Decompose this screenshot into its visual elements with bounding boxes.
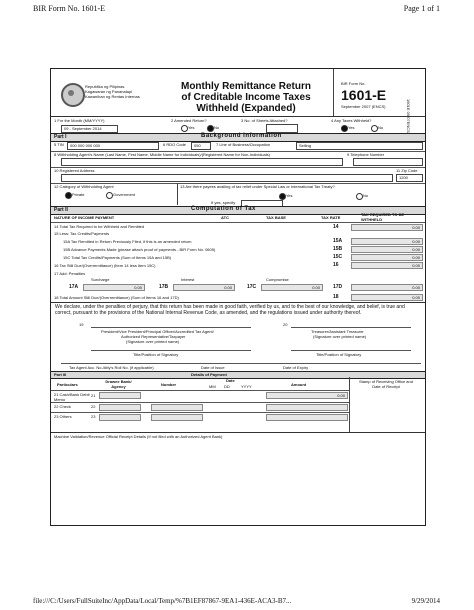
zip-code-value: 1200 (399, 175, 408, 180)
dd-header: DD (224, 384, 230, 389)
line-of-business-field[interactable] (296, 142, 423, 150)
field-3-label: 3 No. of Sheets Attached? (241, 118, 288, 123)
row-23-amount-field[interactable] (266, 414, 348, 421)
print-header-right: Page 1 of 1 (403, 4, 440, 13)
header-divider (333, 69, 334, 116)
form-title-line-2: of Creditable Income Taxes (181, 92, 311, 103)
row-15b-num: 15B (333, 246, 343, 252)
part1-title: Background Information (201, 133, 282, 139)
agency-line-2: Kagawaran ng Pananalapi (85, 89, 132, 94)
rule (51, 302, 425, 303)
right-caption-2: (Signature over printed name) (313, 334, 367, 339)
form-no-label: BIR Form No. (341, 81, 366, 86)
sheets-attached-field[interactable] (266, 124, 298, 133)
month-year-field[interactable] (61, 125, 118, 133)
tax-relief-yes-radio[interactable] (279, 193, 286, 200)
amended-no-label: No (214, 125, 220, 130)
rule (61, 363, 421, 364)
row-22-label: 22 Check (54, 404, 71, 409)
row-21-drawee-field[interactable] (99, 392, 141, 399)
form-title-line-3: Withheld (Expanded) (196, 103, 296, 114)
form-number: 1601-E (341, 87, 387, 103)
print-footer-date: 9/29/2014 (411, 597, 440, 605)
bir-form-1601e (50, 68, 426, 526)
left-caption-3: (Signature over printed name) (126, 339, 180, 344)
col-nature-header: NATURE OF INCOME PAYMENT (54, 215, 115, 220)
line-of-business-value: Selling (299, 143, 312, 148)
row-17d-value: 0.00 (412, 285, 420, 290)
row-15b-field[interactable] (351, 246, 423, 253)
part2-title: Computation of Tax (191, 206, 256, 212)
date-expiry-label: Date of Expiry (283, 365, 309, 370)
row-22-amount-field[interactable] (266, 404, 348, 411)
row-18-label: 18 Total Amount Still Due/(Overremittance) (Sum of Items 16 and 17D) (54, 295, 179, 300)
row-22-drawee-field[interactable] (99, 404, 141, 411)
row-22-number-field[interactable] (151, 404, 203, 411)
row-17b-num: 17B (159, 284, 169, 290)
mm-header: MM (209, 384, 216, 389)
sign-19-num: 19 (79, 322, 84, 327)
row-14-label: 14 Total Tax Required to be Withheld and Remitted (54, 224, 145, 229)
telephone-field[interactable] (353, 158, 423, 166)
field-2-label: 2 Amended Return? (171, 118, 207, 123)
part1-label: Part I (54, 134, 67, 140)
address-field[interactable] (61, 174, 393, 182)
row-21-num: 21 (91, 393, 96, 398)
tax-agent-label: Tax Agent Acc. No./Atty's Roll No. (if applicable) (69, 365, 154, 370)
agency-line-1: Republika ng Pilipinas (85, 84, 125, 89)
row-18-num: 18 (333, 294, 339, 300)
right-caption-1: Treasurer/Assistant Treasurer (311, 329, 364, 334)
part3-bar (51, 371, 425, 379)
tax-relief-yes-label: Yes (286, 193, 293, 198)
row-15c-field[interactable] (351, 254, 423, 261)
row-15c-num: 15C (333, 254, 343, 260)
field-11-label: 11 Zip Code (396, 168, 418, 173)
declaration-text: We declare, under the penalties of perjury, that this return has been made in good faith, verified by us, and to the best of our knowledge, and belief, is true and correct, pursuant to the provisions of the National Internal Revenue Code, as amended, and the regulations issued under authority thereof. (55, 304, 405, 316)
form-title-line-1: Monthly Remittance Return (180, 81, 311, 92)
surcharge-field[interactable] (83, 284, 145, 291)
rule (51, 432, 425, 433)
title-position-right: Title/Position of Signatory (316, 352, 362, 357)
tin-value: 000 000 000 000 (70, 143, 101, 148)
row-16-num: 16 (333, 262, 339, 268)
print-footer-path: file:///C:/Users/FullSuiteInc/AppData/Local/Temp/%7B1EF87867-9EA1-436E-ACA3-B7... (33, 597, 292, 605)
amended-yes-label: Yes (188, 125, 195, 130)
rdo-code-field[interactable] (191, 142, 211, 150)
rule (51, 222, 425, 223)
government-radio[interactable] (106, 192, 113, 199)
date-issue-label: Date of Issue (201, 365, 225, 370)
taxes-withheld-no-radio[interactable] (371, 125, 378, 132)
row-22-num: 22 (91, 404, 96, 409)
row-17a-num: 17A (69, 284, 79, 290)
row-15b-label: 15B Advance Payments Made (please attach proof of payments - BIR Form No. 0605) (63, 247, 216, 252)
field-13-label: 13 Are there payees availing of tax relief under Special Law or International Tax Treaty? (180, 184, 335, 189)
tax-relief-no-radio[interactable] (356, 193, 363, 200)
compromise-value: 0.00 (312, 285, 320, 290)
row-23-number-field[interactable] (151, 414, 203, 421)
row-21-amount-field[interactable] (266, 392, 348, 399)
part2-label: Part II (54, 207, 68, 213)
field-9-label: 9 Telephone Number (347, 152, 385, 157)
field-12-label: 12 Category of Withholding Agent (54, 184, 114, 189)
row-15a-value: 0.00 (412, 239, 420, 244)
row-15-label: 15 Less: Tax Credits/Payments (54, 231, 110, 236)
row-17d-num: 17D (333, 284, 343, 290)
title-line-left (91, 350, 251, 351)
row-16-label: 16 Tax Still Due/(Overremittance) (Item 14 less Item 15C) (54, 263, 156, 268)
row-15a-label: 15A Tax Remitted in Return Previously Filed, if this is an amended return (63, 239, 192, 244)
field-10-label: 10 Registered Address (54, 168, 95, 173)
signature-line-right (291, 327, 411, 328)
row-16-value: 0.00 (412, 263, 420, 268)
tin-field[interactable] (67, 142, 159, 150)
title-position-left: Title/Position of Signatory (133, 352, 179, 357)
row-18-value: 0.00 (412, 295, 420, 300)
government-label: Government (113, 192, 136, 197)
part3-title: Details of Payment (191, 372, 227, 377)
form-side-code: 1601E 09/07ENCS (406, 99, 411, 133)
amended-yes-radio[interactable] (181, 125, 188, 132)
form-title (171, 81, 321, 114)
left-caption-2: Authorized Representative/Taxpayer (121, 334, 186, 339)
sign-20-num: 20 (283, 322, 288, 327)
rule (51, 390, 349, 391)
row-15c-label: 15C Total Tax Credits/Payments (Sum of Items 15A and 15B) (63, 255, 172, 260)
compromise-label: Compromise (266, 277, 289, 282)
surcharge-value: 0.00 (134, 285, 142, 290)
row-15c-value: 0.00 (412, 255, 420, 260)
field-6-label: 6 RDO Code (163, 142, 186, 147)
field-8-label: 8 Withholding Agent's Name (Last Name, First Name, Middle Name for Individuals)/(Registered Name for Non-Individuals) (54, 152, 270, 157)
form-date: September 2007 (ENCS) (341, 104, 386, 109)
date-header: Date (226, 378, 235, 383)
row-14-num: 14 (333, 224, 339, 230)
field-4-label: 4 Any Taxes Withheld? (331, 118, 372, 123)
taxes-withheld-no-label: No (378, 125, 384, 130)
row-15a-field[interactable] (351, 238, 423, 245)
taxes-withheld-yes-label: Yes (348, 125, 355, 130)
row-17-label: 17 Add: Penalties (54, 271, 86, 276)
month-year-value: 09 - September 2014 (64, 126, 102, 131)
row-16-field[interactable] (351, 262, 423, 269)
part1-bar (51, 133, 425, 142)
row-17d-field[interactable] (351, 284, 423, 291)
zip-code-field[interactable] (396, 174, 423, 182)
col-atc-header: ATC (221, 215, 229, 220)
col-base-header: TAX BASE (266, 215, 286, 220)
divider (177, 183, 178, 205)
machine-validation-label: Machine Validation/Revenue Official Receipt Details (If not filed with an Authorized Agent Bank) (54, 434, 223, 439)
col-req-header: TAX REQUIRED TO BE WITHHELD (361, 212, 405, 222)
number-header: Number (161, 382, 177, 387)
field-1-label: 1 For the Month (MM/YYYY) (54, 118, 105, 123)
row-18-field[interactable] (351, 294, 423, 301)
rule (51, 412, 349, 413)
agency-line-3: Kawanihan ng Rentas Internas (85, 94, 140, 99)
title-line-right (291, 350, 411, 351)
compromise-field[interactable] (261, 284, 323, 291)
row-14-value: 0.00 (412, 225, 420, 230)
row-23-num: 23 (91, 414, 96, 419)
row-21-amount-value: 0.00 (337, 393, 345, 398)
row-15a-num: 15A (333, 238, 343, 244)
taxes-withheld-yes-radio[interactable] (341, 125, 348, 132)
interest-field[interactable] (173, 284, 235, 291)
row-15b-value: 0.00 (412, 247, 420, 252)
row-23-label: 23 Others (54, 414, 72, 419)
private-label: Private (72, 192, 85, 197)
bir-seal-icon (61, 83, 85, 107)
amended-no-radio[interactable] (207, 125, 214, 132)
particulars-header: Particulars (57, 382, 78, 387)
amount-header: Amount (291, 382, 307, 387)
rule (51, 167, 425, 168)
left-caption-1: President/Vice President/Principal Officer/Accredited Tax Agent/ (101, 329, 214, 334)
print-header-left: BIR Form No. 1601-E (33, 4, 105, 13)
row-17c-num: 17C (247, 284, 257, 290)
drawee-header: Drawee Bank/ Agency (105, 379, 132, 389)
row-21-label: 21 Cash/Bank Debit Memo (54, 392, 90, 402)
row-23-drawee-field[interactable] (99, 414, 141, 421)
row-14-field[interactable] (351, 224, 423, 231)
yyyy-header: YYYY (241, 384, 252, 389)
tax-relief-no-label: No (363, 193, 369, 198)
stamp-label: Stamp of Receiving Office and Date of Receipt (359, 379, 413, 389)
signature-line-left (91, 327, 251, 328)
rule (51, 116, 425, 117)
private-radio[interactable] (65, 192, 72, 199)
part3-label: Part III (54, 372, 67, 377)
agent-name-field[interactable] (61, 158, 343, 166)
rdo-code-value: 050 (194, 143, 201, 148)
interest-label: Interest (181, 277, 195, 282)
if-yes-label: If yes, specify (211, 200, 236, 205)
field-7-label: 7 Line of Business/Occupation (216, 142, 271, 147)
interest-value: 0.00 (224, 285, 232, 290)
rule (51, 402, 349, 403)
surcharge-label: Surcharge (91, 277, 110, 282)
col-rate-header: TAX RATE (321, 215, 341, 220)
field-5-label: 5 TIN (54, 142, 64, 147)
stamp-divider (349, 377, 350, 432)
